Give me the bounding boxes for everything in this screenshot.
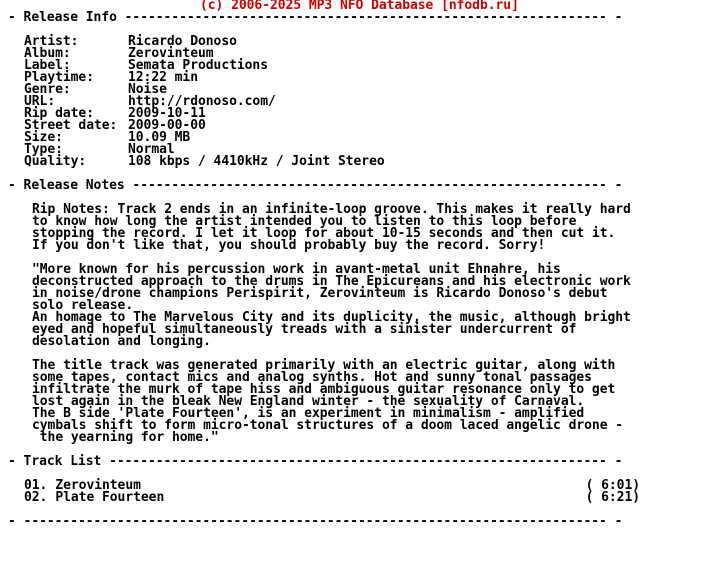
field-label: Genre: — [24, 82, 71, 97]
field-value: http://rdonoso.com/ — [128, 94, 276, 109]
track-title: Zerovinteum — [55, 478, 141, 493]
release-notes-line: The title track was generated primarily with an electric guitar, along with — [32, 358, 616, 373]
field-label: Album: — [24, 46, 71, 61]
release-notes-line: the yearning for home." — [32, 430, 219, 445]
track-list-header: - Track List ---------------------------------------------------------------- - — [8, 454, 623, 469]
field-label: Size: — [24, 130, 63, 145]
release-info-field — [24, 156, 385, 168]
release-notes-line: eyed and hopeful simultaneously treads with a sinister undercurrent of — [32, 322, 577, 337]
field-value: 12:22 min — [128, 70, 198, 85]
release-notes-line: in noise/drone champions Perispirit, Zerovinteum is Ricardo Donoso's debut — [32, 286, 608, 301]
release-notes-header: - Release Notes ------------------------------------------------------------- - — [8, 178, 623, 193]
field-label: URL: — [24, 94, 56, 109]
release-info-header: - Release Info -------------------------------------------------------------- - — [8, 10, 623, 25]
field-value: 2009-10-11 — [128, 106, 206, 121]
track-time: ( 6:21) — [585, 490, 640, 505]
release-notes-line: deconstructed approach to the drums in The Epicureans and his electronic work — [32, 274, 631, 289]
field-label: Type: — [24, 142, 63, 157]
release-notes-line: lost again in the bleak New England winter - the sexuality of Carnaval. — [32, 394, 585, 409]
release-notes-line: "More known for his percussion work in avant-metal unit Ehnahre, his — [32, 262, 561, 277]
track-time: ( 6:01) — [585, 478, 640, 493]
field-label: Rip date: — [24, 106, 94, 121]
release-notes-line: cymbals shift to form micro-tonal structures of a doom laced angelic drone - — [32, 418, 624, 433]
field-value: Zerovinteum — [128, 46, 214, 61]
field-value: Semata Productions — [128, 58, 268, 73]
release-notes-line: stopping the record. I let it loop for about 10-15 seconds and then cut it. — [32, 226, 616, 241]
release-notes-line: Rip Notes: Track 2 ends in an infinite-loop groove. This makes it really hard — [32, 202, 631, 217]
field-value: 2009-00-00 — [128, 118, 206, 133]
field-value: Noise — [128, 82, 167, 97]
field-label: Street date: — [24, 118, 118, 133]
field-label: Artist: — [24, 34, 79, 49]
field-value: 10.09 MB — [128, 130, 191, 145]
field-label: Quality: — [24, 154, 87, 169]
field-label: Label: — [24, 58, 71, 73]
track-number: 01. — [24, 478, 48, 493]
release-notes-line: to know how long the artist intended you to listen to this loop before — [32, 214, 577, 229]
release-notes-line: An homage to The Marvelous City and its duplicity, the music, although bright — [32, 310, 631, 325]
field-label: Playtime: — [24, 70, 94, 85]
track-number: 02. — [24, 490, 48, 505]
release-notes-line: If you don't like that, you should probably buy the record. Sorry! — [32, 238, 546, 253]
field-value: 108 kbps / 4410kHz / Joint Stereo — [128, 154, 385, 169]
release-notes-line: infiltrate the murk of tape hiss and ambiguous guitar resonance only to get — [32, 382, 616, 397]
release-notes-line: some tapes, contact mics and analog synths. Hot and sunny tonal passages — [32, 370, 592, 385]
release-notes-line: The B side 'Plate Fourteen', is an experiment in minimalism - amplified — [32, 406, 585, 421]
track-title: Plate Fourteen — [55, 490, 165, 505]
field-value: Normal — [128, 142, 175, 157]
track-row — [24, 492, 642, 504]
release-notes-line: desolation and longing. — [32, 334, 211, 349]
release-notes-line: solo release. — [32, 298, 134, 313]
field-value: Ricardo Donoso — [128, 34, 237, 49]
credit-line: (c) 2006-2025 MP3 NFO Database [nfodb.ru] — [200, 0, 519, 13]
footer-rule: - --------------------------------------------------------------------------- - — [8, 514, 623, 529]
